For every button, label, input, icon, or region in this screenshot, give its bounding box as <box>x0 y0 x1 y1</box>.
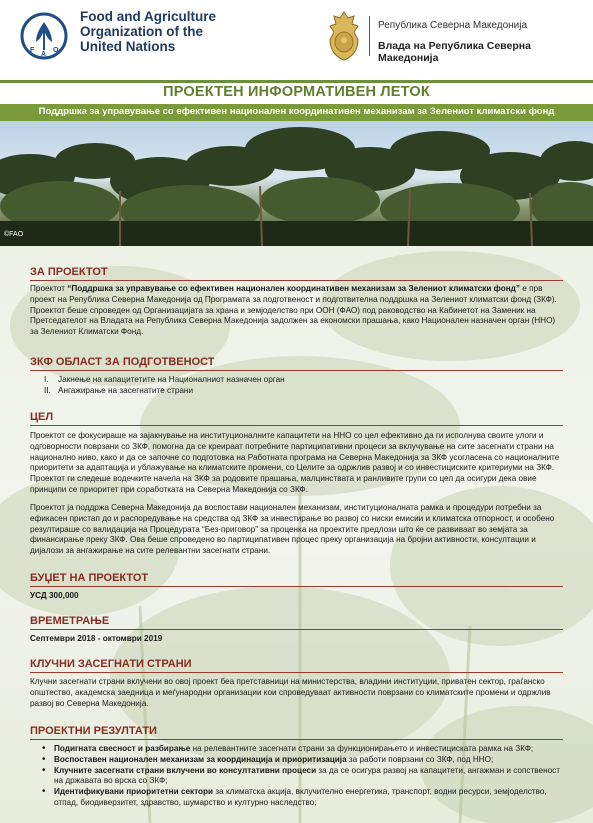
budget-value: УСД 300,000 <box>30 591 79 600</box>
fao-name: Food and Agriculture Organization of the United Nations <box>80 9 216 54</box>
section-rule <box>30 739 563 740</box>
header <box>0 0 593 80</box>
page-title: ПРОЕКТЕН ИНФОРМАТИВЕН ЛЕТОК <box>163 84 430 100</box>
section-rule <box>30 672 563 673</box>
list-item: • Подигната свесност и разбирање на релевантните засегнати страни за функционирањето и инвестициската рамка на ЗКФ; <box>40 744 570 755</box>
fao-logo-icon <box>20 12 68 60</box>
section-heading-stakeholders: КЛУЧНИ ЗАСЕГНАТИ СТРАНИ <box>30 658 192 670</box>
section-heading-timeline: ВРЕМЕТРАЊЕ <box>30 615 110 627</box>
section-rule <box>30 370 563 371</box>
section-rule <box>30 629 563 630</box>
section-rule <box>30 280 563 281</box>
about-paragraph: Проектот “Поддршка за управување со ефективен национален координативен механизам за Зелениот климатски фонд” е прв проект на Република Северна Македонија од Програмата за подготвеност и подготвителна поддршка на Зелениот климатски фонд (ЗКФ). Проектот беше спроведен од Организацијата за храна и земјоделство при ООН (ФАО) под раководство на Кабинетот на Заменик на Претседателот на Владата на Република Северна Македонија задолжен за економски прашања, како Национален назначен орган (ННО) за Зелениот Климатски Фонд. <box>30 284 557 337</box>
photo-credit: ©FAO <box>4 231 24 238</box>
goal-paragraph-1: Проектот се фокусираше на зајакнување на институционалните капацитети на ННО со цел ефективно да ги исполнува своите улоги и одговорности поврзани со ЗКФ, помогна да се креираат потребните партиципативни процеси за вклучување на сите засегнати страни на национално ниво, како и да се започне со подготовка на Работната програма на Северна Македонија за ЗКФ усогласена со националните приоритети за адаптација и ублажување на климатските промени, со Целите за одржлив развој и со инвестициските критериуми на ЗКФ. Проектот ги следеше водечките начела на ЗКФ за родовите прашања, малцинствата и ранливите групи со цел да осигури дека овие принципи се приоритет при соработката на Северна Македонија со ЗКФ. <box>30 431 560 494</box>
section-rule <box>30 586 563 587</box>
header-divider <box>369 16 370 56</box>
page-subtitle: Поддршка за управување со ефективен национален координативен механизам за Зелениот климатски фонд <box>38 106 555 117</box>
list-item: • Клучните засегнати страни вклучени во консултативни процеси за да се осигура развој на капацитети, ангажман и сопственост на државата во врска со ЗКФ; <box>40 766 570 788</box>
svg-text:F: F <box>30 47 35 54</box>
timeline-value: Септември 2018 - октомври 2019 <box>30 634 163 643</box>
section-rule <box>30 425 563 426</box>
stakeholders-paragraph: Клучни засегнати страни вклучени во овој проект беа претставници на министерства, владини институции, приватен сектор, граѓанско општество, академска заедница и меѓународни организации кои спроведуваат активности поврзани со климатските промени и одржлив развој во Северна Македонија. <box>30 677 551 708</box>
section-heading-about: ЗА ПРОЕКТОТ <box>30 266 108 278</box>
svg-text:A: A <box>41 51 47 58</box>
forest-photo <box>0 121 593 246</box>
list-item: • Идентификувани приоритетни сектори за климатска акција, вклучително енергетика, транспорт, водни ресурси, земјоделство, отпад, биодиверзитет, здравство, шумарство и културно наследство; <box>40 787 570 809</box>
list-item: • Воспоставен национален механизам за координација и приоритизација за работи поврзани со ЗКФ, под ННО; <box>40 755 570 766</box>
gov-name: Влада на Република Северна Македонија <box>378 40 531 64</box>
svg-text:O: O <box>53 47 59 54</box>
section-heading-budget: БУЏЕТ НА ПРОЕКТОТ <box>30 572 149 584</box>
section-heading-goal: ЦЕЛ <box>30 411 54 423</box>
readiness-item: I. Јакнење на капацитетите на Националниот назначен орган <box>44 375 285 384</box>
goal-paragraph-2: Проектот ја поддржа Северна Македонија да воспостави национален механизам, институционалната рамка и процедури потребни за ефикасен пристап до и распоредување на средства од ЗКФ за инвестирање во развој со ниски емисии и климатска отпорност, и особено резултираше со валидација на Процедурата “Без-приговор” за проценка на проектите предлози што ќе се развиваат во земјата за финансирање преку ЗКФ. Ова беше спроведено во партиципативен процес преку организација на бројни активности, консултации и дијалози за ангажирање на сите релевантни засегнати страни. <box>30 503 555 556</box>
gov-country-name: Република Северна Македонија <box>378 20 528 31</box>
government-emblem-icon <box>324 10 364 62</box>
readiness-item: II. Ангажирање на засегнатите страни <box>44 386 194 395</box>
section-heading-results: ПРОЕКТНИ РЕЗУЛТАТИ <box>30 725 157 737</box>
section-heading-readiness: ЗКФ ОБЛАСТ ЗА ПОДГОТВЕНОСТ <box>30 356 215 368</box>
results-list <box>40 744 570 809</box>
